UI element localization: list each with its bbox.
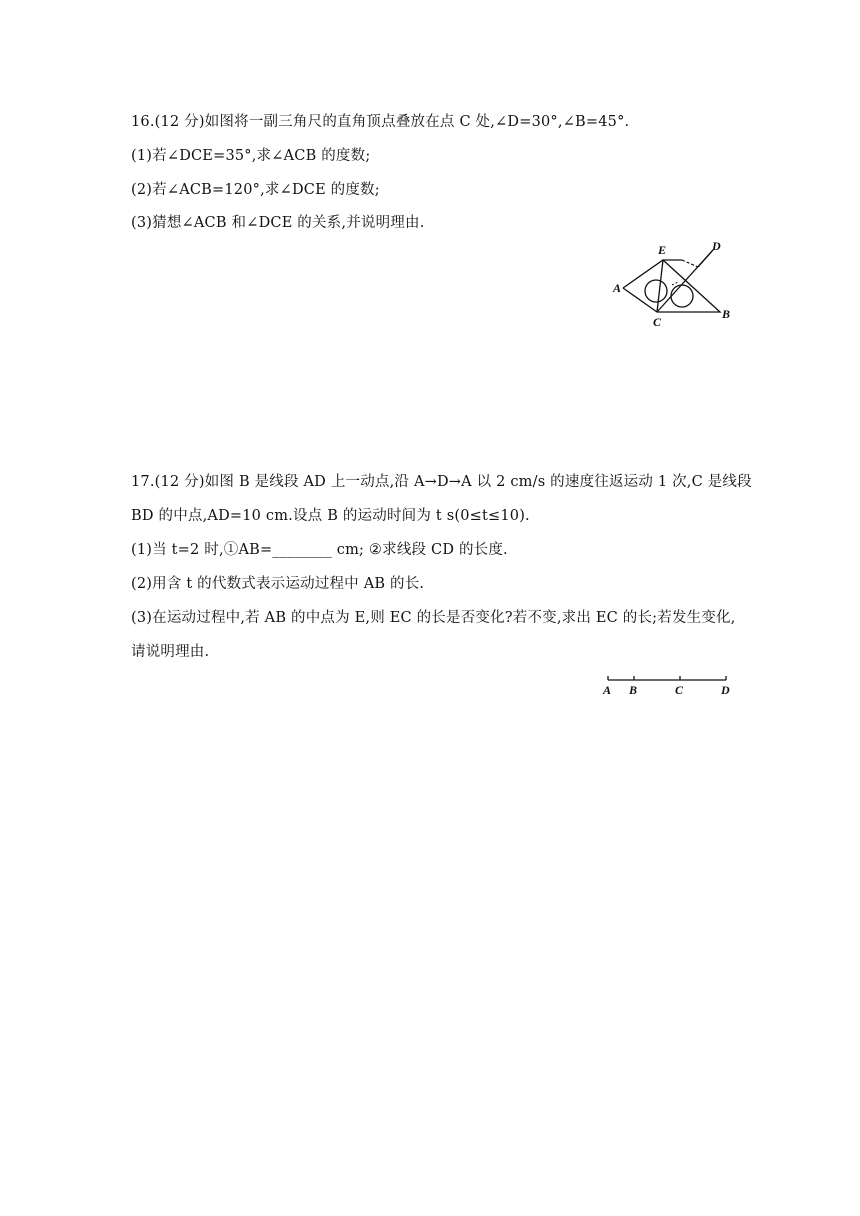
q17-title-cont: BD 的中点,AD=10 cm.设点 B 的运动时间为 t s(0≤t≤10). bbox=[131, 508, 530, 524]
q17-part3-cont: 请说明理由. bbox=[131, 644, 210, 660]
segment-svg bbox=[600, 670, 740, 700]
seg-label-d: D bbox=[721, 683, 730, 697]
ruler-hole-right bbox=[671, 285, 693, 307]
triangle-ruler-svg bbox=[610, 236, 740, 332]
edge-ed-end bbox=[698, 250, 713, 267]
seg-label-a: A bbox=[603, 683, 612, 697]
label-e: E bbox=[658, 243, 667, 257]
q16-part2: (2)若∠ACB=120°,求∠DCE 的度数; bbox=[131, 182, 380, 198]
q17-part2: (2)用含 t 的代数式表示运动过程中 AB 的长. bbox=[131, 576, 425, 592]
q17-part1: (1)当 t=2 时,①AB=________ cm; ②求线段 CD 的长度. bbox=[131, 542, 508, 558]
label-a: A bbox=[613, 281, 622, 295]
q17-title: 17.(12 分)如图 B 是线段 AD 上一动点,沿 A→D→A 以 2 cm/s 的速度往返运动 1 次,C 是线段 bbox=[131, 474, 752, 490]
label-c: C bbox=[653, 315, 662, 329]
triangle-acb-outline bbox=[623, 260, 720, 312]
seg-label-b: B bbox=[629, 683, 638, 697]
segment-figure bbox=[600, 670, 740, 704]
q16-title: 16.(12 分)如图将一副三角尺的直角顶点叠放在点 C 处,∠D=30°,∠B=45°. bbox=[131, 114, 630, 130]
q16-part1: (1)若∠DCE=35°,求∠ACB 的度数; bbox=[131, 148, 371, 164]
seg-label-c: C bbox=[675, 683, 684, 697]
q17-part3: (3)在运动过程中,若 AB 的中点为 E,则 EC 的长是否变化?若不变,求出 EC 的长;若发生变化, bbox=[131, 610, 736, 626]
ruler-hole-left bbox=[645, 280, 667, 302]
q16-part3: (3)猜想∠ACB 和∠DCE 的关系,并说明理由. bbox=[131, 215, 425, 231]
hidden-edge bbox=[672, 282, 678, 285]
label-b: B bbox=[722, 307, 731, 321]
label-d: D bbox=[712, 239, 721, 253]
edge-ed-dashed bbox=[682, 260, 698, 267]
edge-ec bbox=[657, 260, 663, 312]
triangle-ruler-figure bbox=[610, 236, 740, 336]
